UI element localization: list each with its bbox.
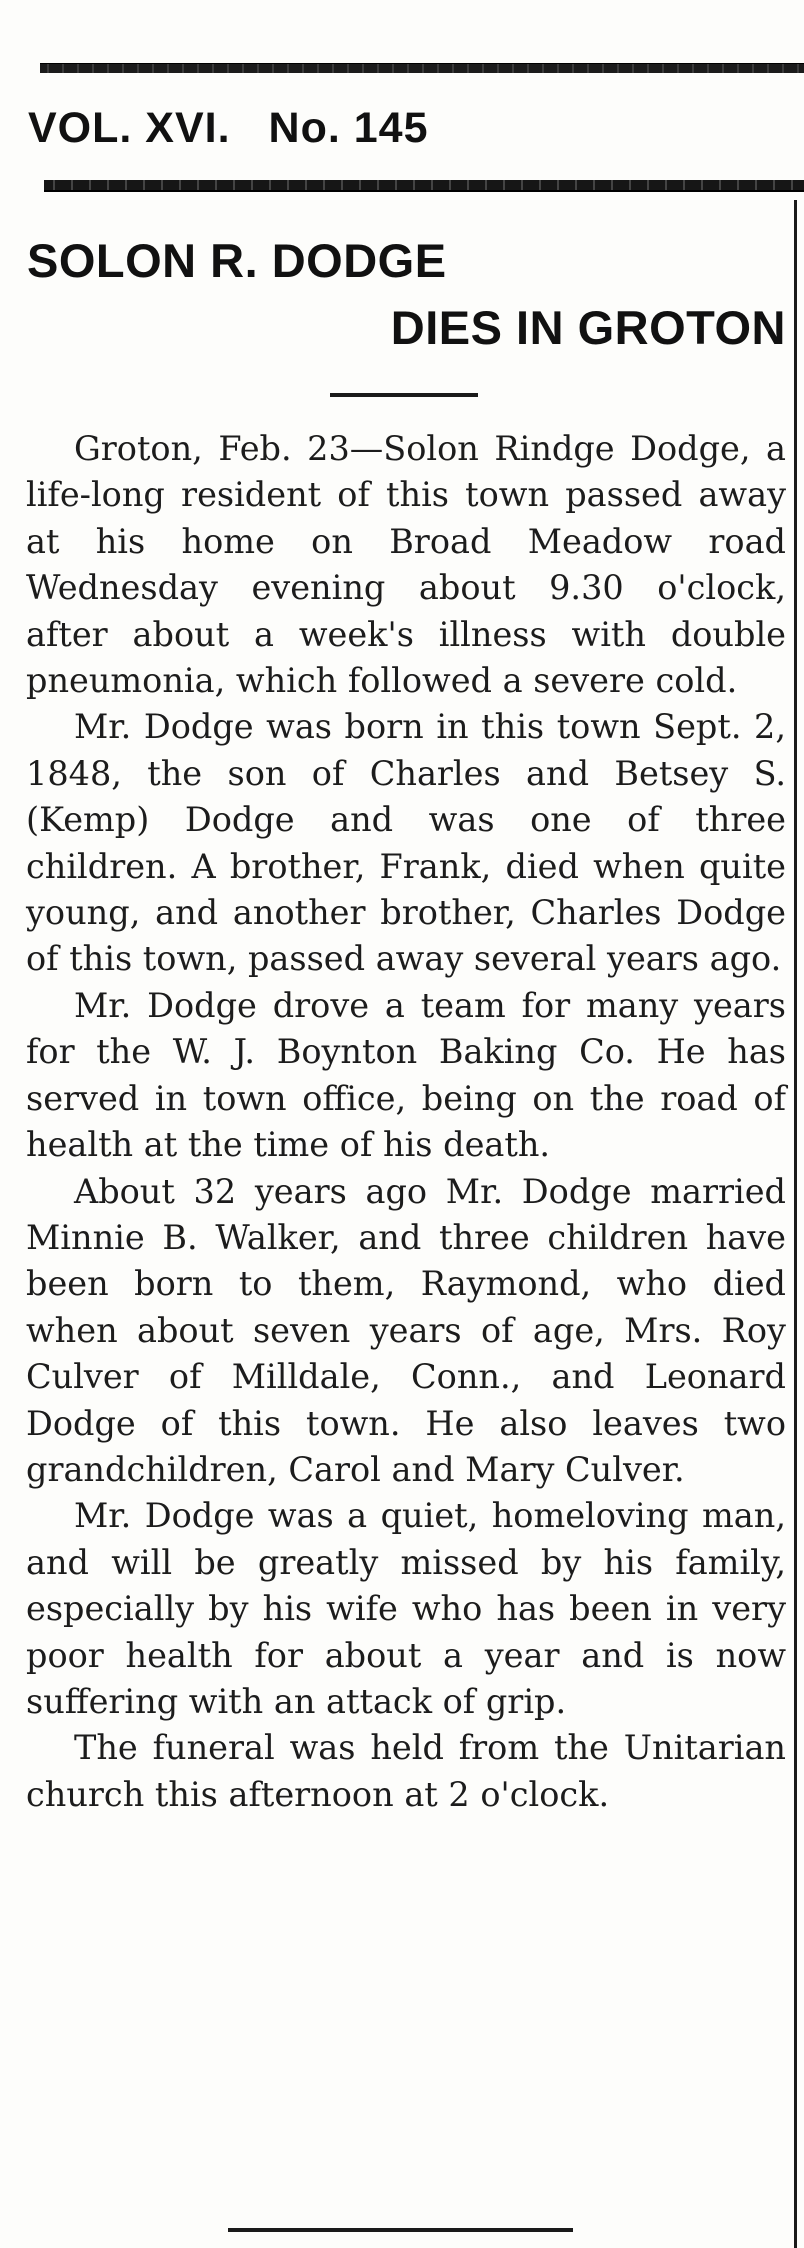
article-paragraph: Mr. Dodge was born in this town Sept. 2, 1848, the son of Charles and Betsey S. (Kemp) Dodge and was one of three children. A brother, Frank, died when quite young, and another brother, Charles Dodge of this town, passed away several years ago.	[26, 707, 786, 979]
volume-label: VOL. XVI.	[28, 104, 231, 152]
issue-number: No. 145	[268, 104, 429, 152]
article-paragraph: The funeral was held from the Unitarian church this afternoon at 2 o'clock.	[26, 1728, 786, 1814]
end-of-article-divider	[228, 2228, 573, 2232]
headline-line-1: SOLON R. DODGE	[27, 234, 447, 287]
masthead-top-rule	[40, 63, 804, 73]
article-body	[26, 426, 786, 1818]
article-paragraph: About 32 years ago Mr. Dodge married Minnie B. Walker, and three children have been born to them, Raymond, who died when about seven years of age, Mrs. Roy Culver of Milldale, Conn., and Leonard Dodge of this town. He also leaves two grandchildren, Carol and Mary Culver.	[26, 1171, 786, 1489]
article-paragraph: Mr. Dodge was a quiet, homeloving man, and will be greatly missed by his family, especially by his wife who has been in very poor health for about a year and is now suffering with an attack of grip.	[26, 1496, 786, 1721]
article-paragraph: Mr. Dodge drove a team for many years for the W. J. Boynton Baking Co. He has served in town office, being on the road of health at the time of his death.	[26, 985, 786, 1165]
masthead-bottom-rule	[44, 180, 804, 192]
headline-line-2: DIES IN GROTON	[390, 301, 786, 354]
headline-divider	[330, 393, 478, 397]
column-border	[794, 200, 797, 2248]
article-paragraph: Groton, Feb. 23—Solon Rindge Dodge, a life-long resident of this town passed away at his home on Broad Meadow road Wednesday evening about 9.30 o'clock, after about a week's illness with double pneumonia, which followed a severe cold.	[26, 429, 786, 701]
masthead-volume-line	[28, 104, 429, 153]
